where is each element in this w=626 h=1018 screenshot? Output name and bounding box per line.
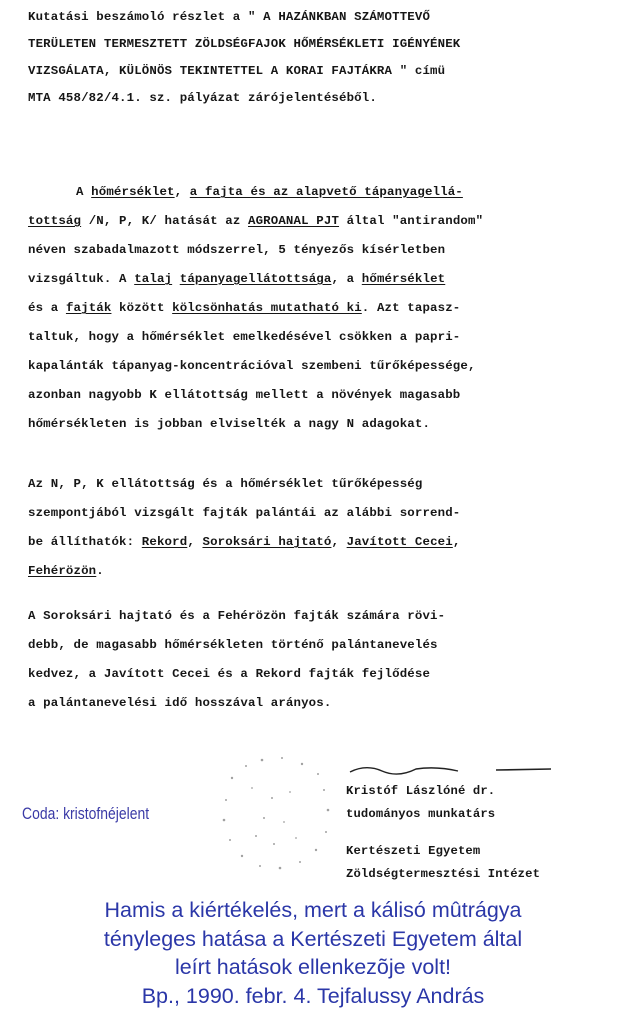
- underlined-text: AGROANAL PJT: [248, 214, 340, 228]
- header-line: VIZSGÁLATA, KÜLÖNÖS TEKINTETTEL A KORAI FAJTÁKRA " címü: [28, 64, 446, 78]
- underlined-text: hőmérséklet: [361, 272, 446, 286]
- paragraph-line: [28, 265, 606, 294]
- underlined-text: hőmérséklet: [91, 185, 175, 199]
- paragraph-line: néven szabadalmazott módszerrel, 5 tényezős kísérletben: [28, 243, 446, 257]
- coda-note: Coda: kristofnéjelent: [22, 804, 150, 823]
- underlined-text: tottság: [28, 214, 82, 228]
- text: A: [76, 185, 92, 199]
- text: és a: [28, 301, 66, 315]
- text: ,: [452, 535, 461, 549]
- commentary-line: leírt hatások ellenkezõje volt!: [174, 955, 452, 979]
- signer-role: tudományos munkatárs: [346, 807, 496, 821]
- header-line: Kutatási beszámoló részlet a " A HAZÁNKBAN SZÁMOTTEVŐ: [28, 10, 431, 24]
- commentary-note: [0, 896, 626, 1010]
- underlined-text: Rekord: [141, 535, 188, 549]
- text: . Azt tapasz-: [361, 301, 461, 315]
- handwritten-signature: [346, 760, 556, 780]
- text: /N, P, K/ hatását az: [81, 214, 248, 228]
- paragraph-line: a palántanevelési idő hosszával arányos.: [28, 696, 332, 710]
- paragraph-line: [28, 294, 606, 323]
- paragraph-line: azonban nagyobb K ellátottság mellett a növények magasabb: [28, 388, 461, 402]
- underlined-text: a fajta és az alapvető tápanyagellá-: [189, 185, 463, 199]
- commentary-line: tényleges hatása a Kertészeti Egyetem által: [103, 926, 523, 951]
- paragraph-conclusion: [28, 602, 606, 718]
- underlined-text: Javított Cecei: [346, 535, 453, 549]
- paragraph-line: [28, 178, 606, 207]
- signature-block: [346, 780, 626, 886]
- header-line: MTA 458/82/4.1. sz. pályázat zárójelentéséből.: [28, 91, 377, 105]
- paragraph-line: szempontjából vizsgált fajták palántái az alábbi sorrend-: [28, 506, 461, 520]
- paragraph-line: hőmérsékleten is jobban elviselték a nagy N adagokat.: [28, 417, 431, 431]
- text: által "antirandom": [339, 214, 484, 228]
- underlined-text: talaj: [134, 272, 173, 286]
- text: , a: [331, 272, 362, 286]
- text: [172, 272, 180, 286]
- text: között: [111, 301, 173, 315]
- paragraph-line: debb, de magasabb hőmérsékleten történő palántanevelés: [28, 638, 438, 652]
- signer-department: Zöldségtermesztési Intézet: [346, 867, 541, 881]
- underlined-text: Fehérözön: [28, 564, 97, 578]
- underlined-text: Soroksári hajtató: [202, 535, 332, 549]
- paragraph-line: [28, 207, 606, 236]
- text: ,: [331, 535, 347, 549]
- underlined-text: tápanyagellátottsága: [179, 272, 332, 286]
- commentary-line: Hamis a kiértékelés, mert a kálisó mûtrágya: [104, 898, 522, 922]
- paragraph-line: kedvez, a Javított Cecei és a Rekord fajták fejlődése: [28, 667, 431, 681]
- header-line: TERÜLETEN TERMESZTETT ZÖLDSÉGFAJOK HŐMÉRSÉKLETI IGÉNYÉNEK: [28, 37, 461, 51]
- paragraph-line: Az N, P, K ellátottság és a hőmérséklet tűrőképesség: [28, 477, 423, 491]
- paragraph-ranking: [28, 470, 606, 586]
- underlined-text: fajták: [65, 301, 112, 315]
- report-header: [28, 4, 606, 112]
- text: vizsgáltuk. A: [28, 272, 135, 286]
- text: ,: [187, 535, 203, 549]
- paragraph-line: kapalánták tápanyag-koncentrációval szembeni tűrőképessége,: [28, 359, 476, 373]
- underlined-text: kölcsönhatás mutatható ki: [172, 301, 362, 315]
- faded-stamp: [212, 748, 342, 878]
- paragraph-line: A Soroksári hajtató és a Fehérözön fajták számára rövi-: [28, 609, 446, 623]
- signer-institution: Kertészeti Egyetem: [346, 844, 481, 858]
- paragraph-line: [28, 557, 606, 586]
- text: .: [96, 564, 104, 578]
- paragraph-line: taltuk, hogy a hőmérséklet emelkedésével csökken a papri-: [28, 330, 461, 344]
- signer-name: Kristóf Lászlóné dr.: [346, 784, 496, 798]
- commentary-line: Bp., 1990. febr. 4. Tejfalussy András: [141, 983, 485, 1008]
- text: ,: [174, 185, 190, 199]
- text: be állíthatók:: [28, 535, 142, 549]
- paragraph-line: [28, 528, 606, 557]
- paragraph-results: [28, 178, 606, 439]
